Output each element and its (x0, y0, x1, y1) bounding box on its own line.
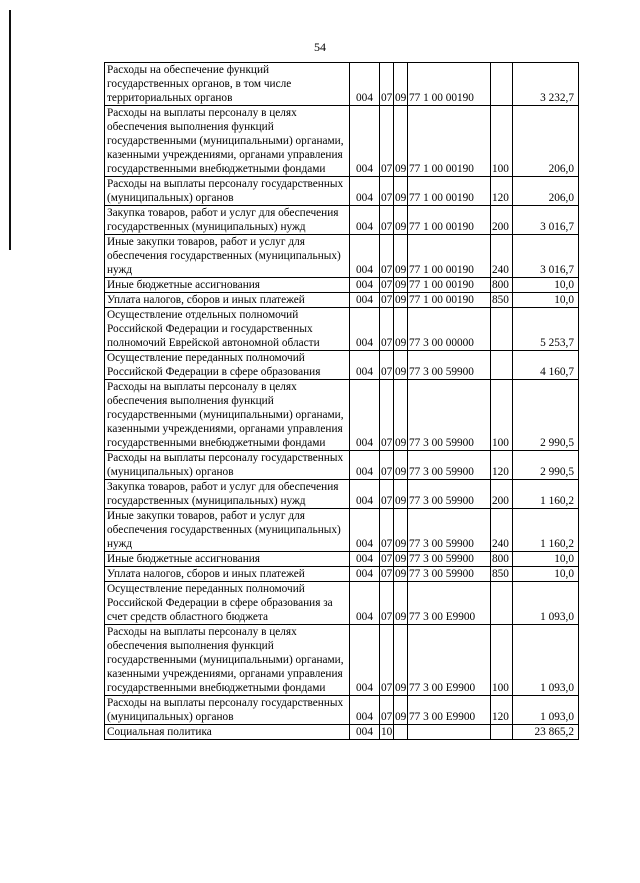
row-amount: 1 160,2 (513, 480, 579, 509)
row-ved-code: 004 (350, 351, 380, 380)
row-ved-code: 004 (350, 625, 380, 696)
row-amount: 10,0 (513, 567, 579, 582)
row-subsection-code: 09 (395, 294, 407, 306)
row-name: Иные бюджетные ассигнования (105, 278, 350, 293)
row-ved-code: 004 (350, 552, 380, 567)
row-expense-type: 800 (491, 552, 513, 567)
row-expense-type: 200 (491, 206, 513, 235)
row-subsection-code: 09 (394, 235, 408, 278)
row-subsection-code: 09 (394, 380, 408, 451)
row-amount: 5 253,7 (513, 308, 579, 351)
row-expense-type (491, 351, 513, 380)
table-row (105, 509, 579, 552)
row-name: Иные закупки товаров, работ и услуг для обеспечения государственных (муниципальных) нужд (105, 509, 350, 552)
table-row (105, 552, 579, 567)
row-section-code: 07 (380, 308, 394, 351)
row-name: Уплата налогов, сборов и иных платежей (105, 293, 350, 308)
row-section-code: 07 (380, 106, 394, 177)
row-expense-type: 850 (491, 293, 513, 308)
row-target-article: 77 3 00 59900 (408, 351, 491, 380)
row-subsection-code: 09 (394, 177, 408, 206)
row-section-code: 07 (381, 294, 393, 306)
row-target-article: 77 3 00 59900 (408, 480, 491, 509)
row-expense-type (491, 308, 513, 351)
row-subsection-code: 09 (394, 625, 408, 696)
row-amount: 3 016,7 (513, 235, 579, 278)
row-target-article: 77 1 00 00190 (408, 206, 491, 235)
row-subsection-code: 09 (394, 308, 408, 351)
row-subsection-code (394, 725, 408, 740)
row-ved-code: 004 (350, 63, 380, 106)
row-section-code: 07 (380, 63, 394, 106)
row-amount: 10,0 (513, 278, 579, 293)
row-section-code: 07 (380, 351, 394, 380)
row-subsection-code: 09 (394, 206, 408, 235)
row-name: Расходы на выплаты персоналу в целях обеспечения выполнения функций государственными (муниципальными) органами, казенными учреждениями, органами управления государственными внебюджетными фондами (105, 625, 350, 696)
row-amount: 10,0 (513, 293, 579, 308)
row-ved-code: 004 (350, 582, 380, 625)
row-section-code: 07 (380, 480, 394, 509)
row-expense-type: 120 (491, 177, 513, 206)
row-amount: 1 160,2 (513, 509, 579, 552)
row-target-article: 77 3 00 59900 (408, 509, 491, 552)
row-section-code: 07 (380, 235, 394, 278)
table-row (105, 380, 579, 451)
row-name: Закупка товаров, работ и услуг для обеспечения государственных (муниципальных) нужд (105, 480, 350, 509)
row-subsection-code: 09 (394, 106, 408, 177)
table-row (105, 725, 579, 740)
row-amount: 206,0 (513, 106, 579, 177)
row-ved-code: 004 (350, 380, 380, 451)
row-subsection-code: 09 (394, 351, 408, 380)
row-amount: 206,0 (513, 177, 579, 206)
row-target-article: 77 3 00 Е9900 (408, 696, 491, 725)
row-ved-code: 004 (350, 480, 380, 509)
row-expense-type: 240 (491, 235, 513, 278)
row-section-code: 07 (380, 380, 394, 451)
row-section-code: 07 (380, 625, 394, 696)
row-expense-type (491, 63, 513, 106)
row-amount: 10,0 (513, 552, 579, 567)
table-row (105, 235, 579, 278)
row-name: Осуществление переданных полномочий Российской Федерации в сфере образования за счет средств областного бюджета (105, 582, 350, 625)
row-name: Иные бюджетные ассигнования (105, 552, 350, 567)
row-section-code: 10 (381, 726, 393, 738)
row-subsection-code: 09 (394, 480, 408, 509)
row-name: Уплата налогов, сборов и иных платежей (105, 567, 350, 582)
row-amount: 2 990,5 (513, 380, 579, 451)
row-expense-type (491, 582, 513, 625)
table-row (105, 351, 579, 380)
row-expense-type: 120 (491, 696, 513, 725)
row-section-code: 07 (380, 582, 394, 625)
row-name: Расходы на выплаты персоналу государственных (муниципальных) органов (105, 696, 350, 725)
row-target-article: 77 3 00 59900 (408, 552, 491, 567)
row-amount: 1 093,0 (513, 696, 579, 725)
table-row (105, 293, 579, 308)
row-expense-type: 100 (491, 106, 513, 177)
row-ved-code: 004 (350, 725, 380, 740)
row-section-code: 07 (380, 177, 394, 206)
row-target-article: 77 3 00 Е9900 (408, 625, 491, 696)
row-expense-type: 120 (491, 451, 513, 480)
row-name: Расходы на выплаты персоналу государственных (муниципальных) органов (105, 451, 350, 480)
table-row (105, 567, 579, 582)
row-section-code: 07 (380, 451, 394, 480)
row-target-article (408, 725, 491, 740)
row-expense-type: 800 (491, 278, 513, 293)
table-row (105, 582, 579, 625)
row-ved-code: 004 (350, 308, 380, 351)
table-row (105, 177, 579, 206)
row-name: Осуществление отдельных полномочий Российской Федерации и государственных полномочий Еврейской автономной области (105, 308, 350, 351)
row-expense-type: 100 (491, 380, 513, 451)
row-target-article: 77 3 00 Е9900 (408, 582, 491, 625)
table-row (105, 206, 579, 235)
row-name: Социальная политика (105, 725, 350, 740)
row-target-article: 77 3 00 59900 (408, 567, 491, 582)
row-ved-code: 004 (350, 567, 380, 582)
row-ved-code: 004 (350, 106, 380, 177)
row-name: Иные закупки товаров, работ и услуг для обеспечения государственных (муниципальных) нужд (105, 235, 350, 278)
row-ved-code: 004 (350, 509, 380, 552)
row-ved-code: 004 (350, 278, 380, 293)
row-name: Осуществление переданных полномочий Российской Федерации в сфере образования (105, 351, 350, 380)
table-row (105, 451, 579, 480)
row-target-article: 77 3 00 00000 (408, 308, 491, 351)
table-row (105, 308, 579, 351)
row-expense-type: 100 (491, 625, 513, 696)
row-amount: 4 160,7 (513, 351, 579, 380)
row-ved-code: 004 (350, 206, 380, 235)
row-expense-type: 200 (491, 480, 513, 509)
row-target-article: 77 1 00 00190 (408, 106, 491, 177)
row-amount: 1 093,0 (513, 582, 579, 625)
row-amount: 3 232,7 (513, 63, 579, 106)
row-expense-type (491, 725, 513, 740)
row-subsection-code: 09 (394, 582, 408, 625)
table-row (105, 696, 579, 725)
row-amount: 1 093,0 (513, 625, 579, 696)
row-name: Закупка товаров, работ и услуг для обеспечения государственных (муниципальных) нужд (105, 206, 350, 235)
row-name: Расходы на выплаты персоналу государственных (муниципальных) органов (105, 177, 350, 206)
row-subsection-code: 09 (395, 553, 407, 565)
table-row (105, 278, 579, 293)
table-row (105, 63, 579, 106)
row-name: Расходы на выплаты персоналу в целях обеспечения выполнения функций государственными (муниципальными) органами, казенными учреждениями, органами управления государственными внебюджетными фондами (105, 106, 350, 177)
budget-table (104, 62, 579, 740)
row-ved-code: 004 (350, 177, 380, 206)
row-target-article: 77 3 00 59900 (408, 451, 491, 480)
row-expense-type: 240 (491, 509, 513, 552)
table-row (105, 106, 579, 177)
page-number: 54 (314, 40, 326, 54)
row-amount: 2 990,5 (513, 451, 579, 480)
row-subsection-code: 09 (394, 509, 408, 552)
row-ved-code: 004 (350, 696, 380, 725)
row-ved-code: 004 (350, 451, 380, 480)
row-target-article: 77 1 00 00190 (408, 293, 491, 308)
row-target-article: 77 1 00 00190 (408, 235, 491, 278)
table-row (105, 625, 579, 696)
row-ved-code: 004 (350, 293, 380, 308)
row-name: Расходы на выплаты персоналу в целях обеспечения выполнения функций государственными (муниципальными) органами, казенными учреждениями, органами управления государственными внебюджетными фондами (105, 380, 350, 451)
row-section-code: 07 (381, 553, 393, 565)
row-name: Расходы на обеспечение функций государственных органов, в том числе территориальных органов (105, 63, 350, 106)
table-row (105, 480, 579, 509)
row-subsection-code: 09 (394, 63, 408, 106)
row-target-article: 77 1 00 00190 (408, 177, 491, 206)
row-section-code: 07 (381, 568, 393, 580)
row-target-article: 77 1 00 00190 (408, 278, 491, 293)
row-target-article: 77 1 00 00190 (408, 63, 491, 106)
row-section-code: 07 (380, 509, 394, 552)
row-subsection-code: 09 (394, 696, 408, 725)
row-expense-type: 850 (491, 567, 513, 582)
row-target-article: 77 3 00 59900 (408, 380, 491, 451)
row-amount: 23 865,2 (513, 725, 579, 740)
row-amount: 3 016,7 (513, 206, 579, 235)
row-subsection-code: 09 (394, 451, 408, 480)
row-ved-code: 004 (350, 235, 380, 278)
row-subsection-code: 09 (395, 279, 407, 291)
row-subsection-code: 09 (395, 568, 407, 580)
row-section-code: 07 (380, 696, 394, 725)
row-section-code: 07 (380, 206, 394, 235)
row-section-code: 07 (381, 279, 393, 291)
